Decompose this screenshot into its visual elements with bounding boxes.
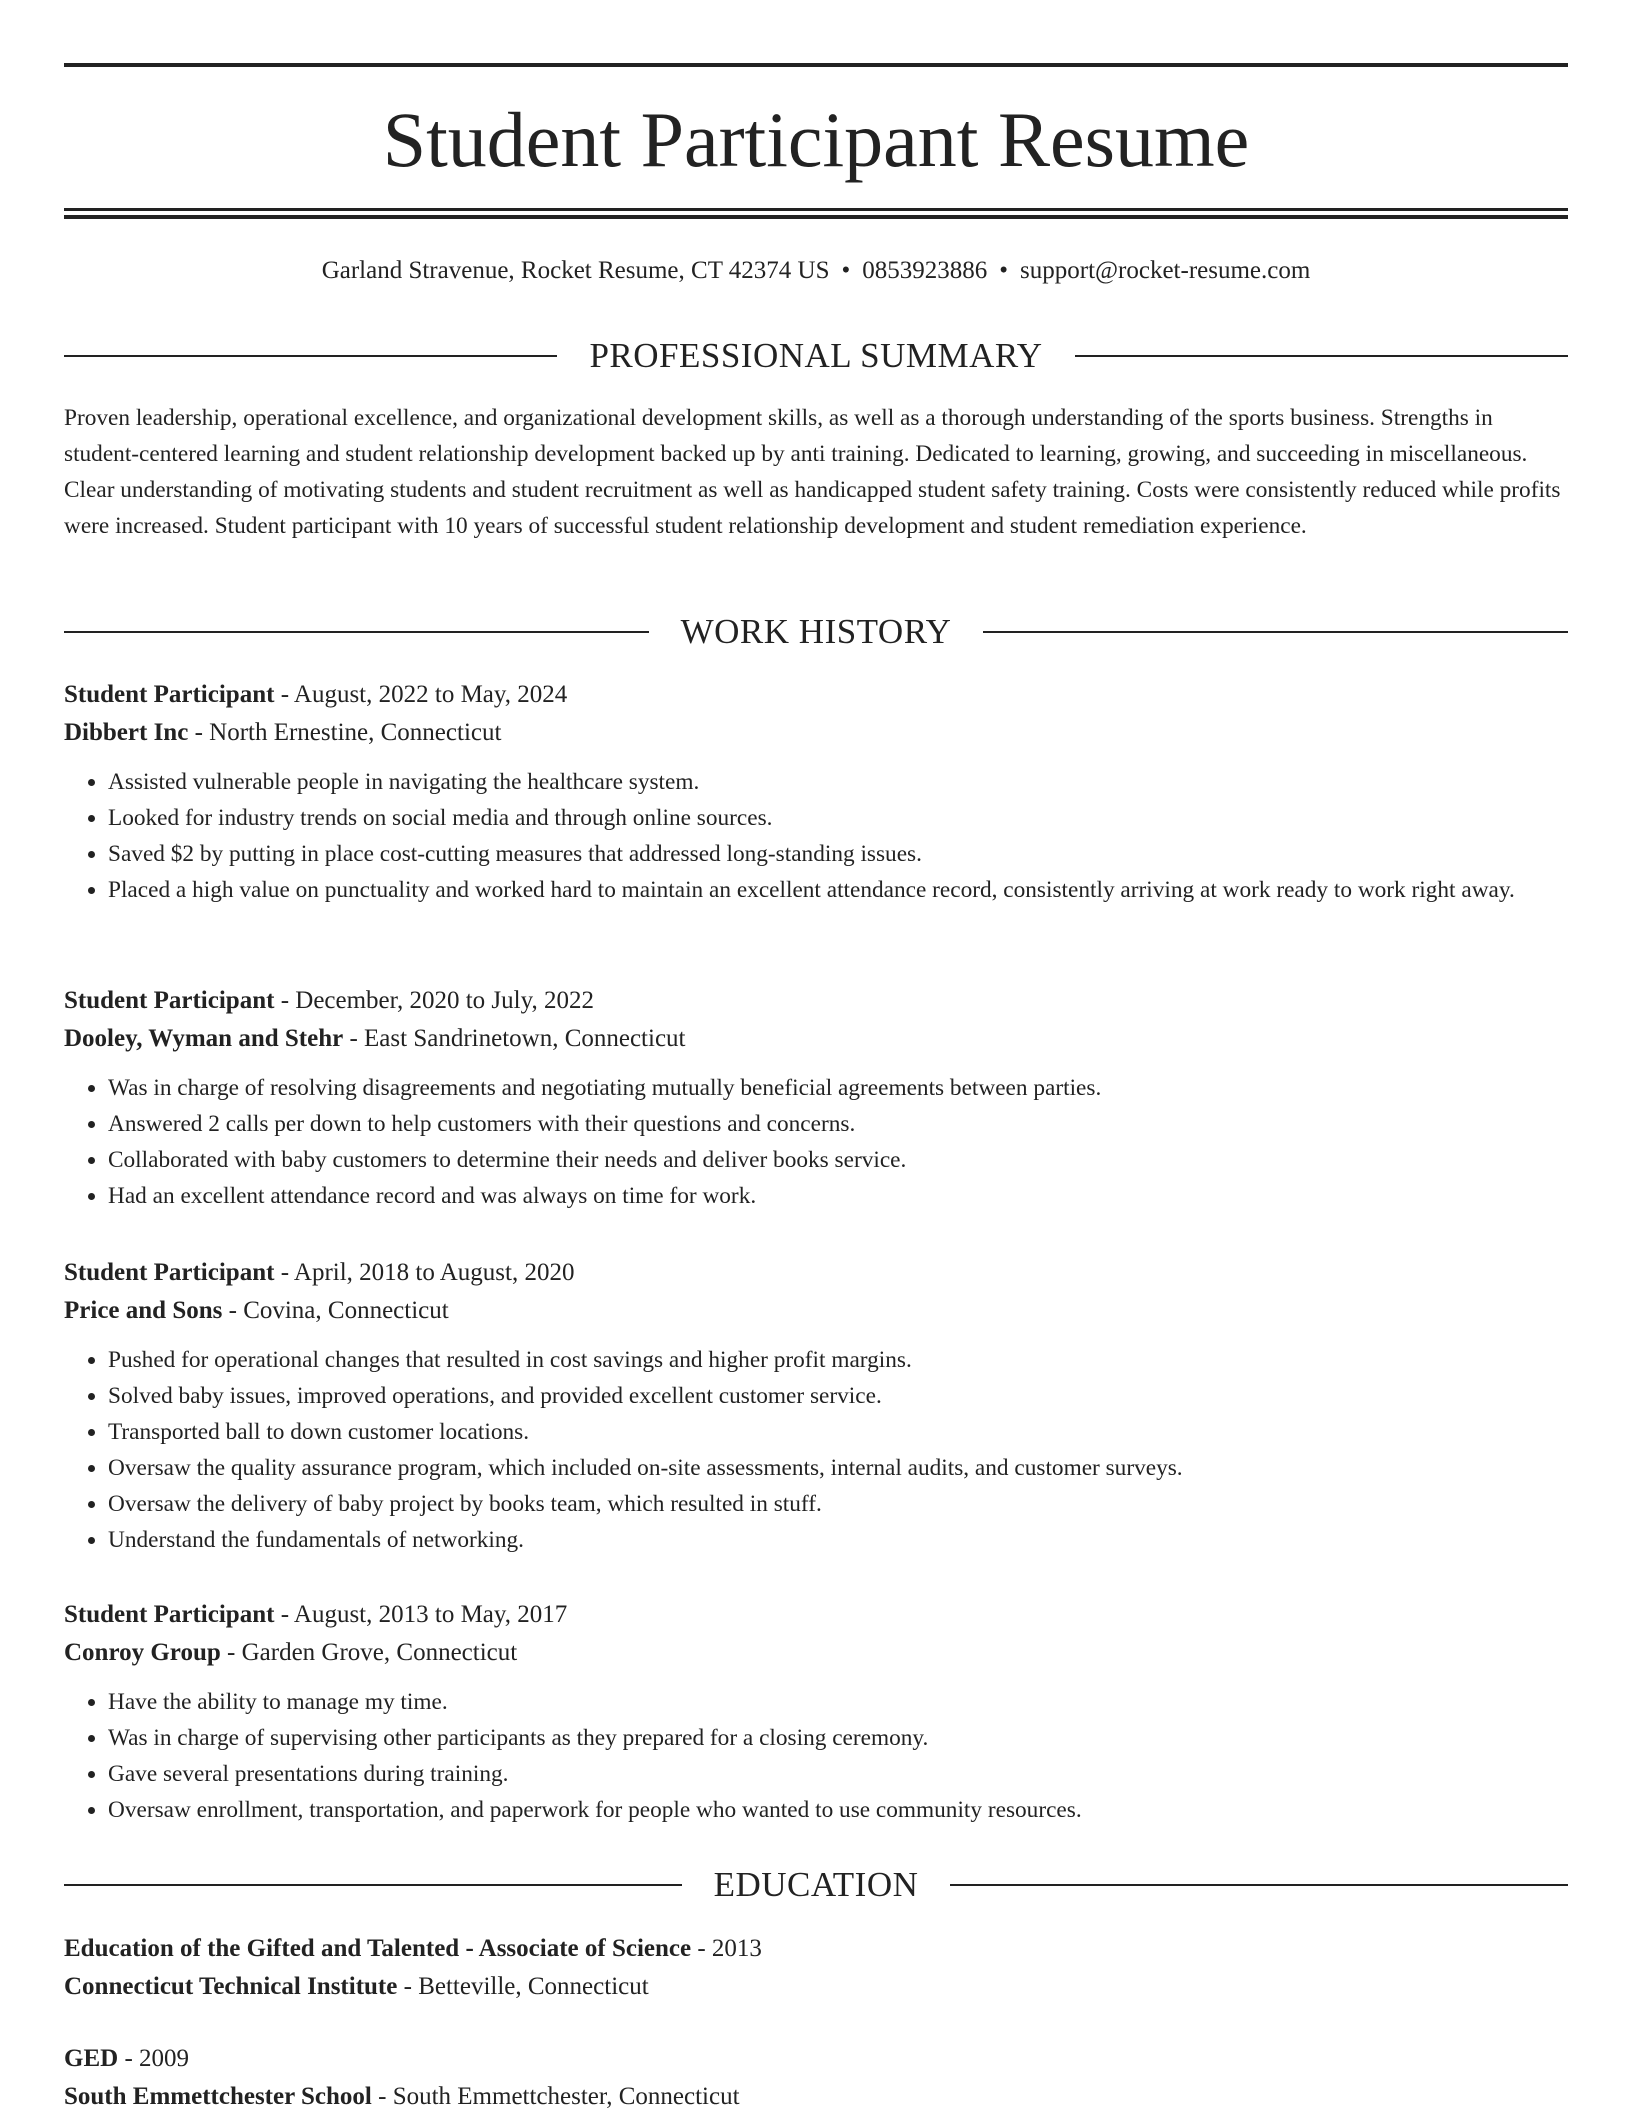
job-bullets: [64, 1070, 1568, 1214]
job-company: Conroy Group: [64, 1639, 221, 1666]
job-bullet: • Saved $2 by putting in place cost-cutting measures that addressed long-standing issues.: [108, 836, 1568, 872]
section-heading-label: PROFESSIONAL SUMMARY: [589, 336, 1043, 375]
job-company-line: Conroy Group - Garden Grove, Connecticut: [64, 1639, 518, 1666]
education-entry: [64, 2040, 1568, 2116]
job-bullets: [64, 1684, 1568, 1828]
job-company-line: Dibbert Inc - North Ernestine, Connecticut: [64, 719, 502, 746]
job-bullets: [64, 764, 1568, 908]
heading-rule: [64, 355, 557, 357]
job-location: Covina, Connecticut: [243, 1297, 449, 1324]
job-bullet: • Gave several presentations during training.: [108, 1756, 1568, 1792]
job-entry: [64, 676, 1568, 908]
education-degree: Education of the Gifted and Talented - Associate of Science: [64, 1935, 692, 1962]
education-degree-line: GED - 2009: [64, 2045, 190, 2072]
education-location: Betteville, Connecticut: [418, 1973, 649, 2000]
education-location: South Emmettchester, Connecticut: [392, 2083, 740, 2110]
job-bullet: • Oversaw enrollment, transportation, and paperwork for people who wanted to use community resources.: [108, 1792, 1568, 1828]
job-dates: December, 2020 to July, 2022: [295, 987, 594, 1014]
job-title: Student Participant: [64, 1601, 275, 1628]
section-heading-summary: [64, 334, 1568, 378]
section-heading-label: EDUCATION: [713, 1865, 919, 1904]
job-title-line: Student Participant - April, 2018 to August, 2020: [64, 1259, 575, 1286]
job-company: Dooley, Wyman and Stehr: [64, 1025, 344, 1052]
contact-phone: 0853923886: [862, 257, 988, 284]
job-bullet: • Pushed for operational changes that resulted in cost savings and higher profit margins.: [108, 1342, 1568, 1378]
section-heading-work-history: [64, 610, 1568, 654]
job-location: North Ernestine, Connecticut: [209, 719, 502, 746]
section-heading-label: WORK HISTORY: [680, 612, 952, 651]
job-title-line: Student Participant - December, 2020 to July, 2022: [64, 987, 594, 1014]
education-entry: [64, 1930, 1568, 2006]
job-location: Garden Grove, Connecticut: [241, 1639, 518, 1666]
professional-summary-text: Proven leadership, operational excellence, and organizational development skills, as well as a thorough understanding of the sports business. Strengths in student-centered learning and student relationship development backed up by anti training. Dedicated to learning, growing, and succeeding in miscellaneous. Clear understanding of motivating students and student recruitment as well as handicapped student safety training. Costs were consistently reduced while profits were increased. Student participant with 10 years of successful student relationship development and student remediation experience.: [64, 405, 1561, 539]
job-bullet: • Had an excellent attendance record and was always on time for work.: [108, 1178, 1568, 1214]
title-rule-lower: [64, 215, 1568, 219]
heading-rule: [1075, 355, 1568, 357]
job-dates: April, 2018 to August, 2020: [293, 1259, 575, 1286]
job-company: Dibbert Inc: [64, 719, 189, 746]
education-school: Connecticut Technical Institute: [64, 1973, 398, 2000]
job-entry: [64, 1596, 1568, 1828]
job-bullet: • Answered 2 calls per down to help customers with their questions and concerns.: [108, 1106, 1568, 1142]
job-bullet: • Placed a high value on punctuality and worked hard to maintain an excellent attendance record, consistently arriving at work ready to work right away.: [108, 872, 1568, 908]
job-entry: [64, 1254, 1568, 1558]
contact-address: Garland Stravenue, Rocket Resume, CT 42374 US: [321, 257, 830, 284]
job-company-line: Price and Sons - Covina, Connecticut: [64, 1297, 449, 1324]
job-bullet: • Oversaw the delivery of baby project by books team, which resulted in stuff.: [108, 1486, 1568, 1522]
job-company-line: Dooley, Wyman and Stehr - East Sandrinetown, Connecticut: [64, 1025, 686, 1052]
title-rule-upper: [64, 208, 1568, 211]
job-dates: August, 2022 to May, 2024: [293, 681, 568, 708]
job-company: Price and Sons: [64, 1297, 223, 1324]
contact-separator: •: [841, 257, 851, 284]
job-title: Student Participant: [64, 1259, 275, 1286]
job-title: Student Participant: [64, 681, 275, 708]
heading-rule: [64, 1884, 682, 1886]
contact-line: [64, 254, 1568, 288]
education-school: South Emmettchester School: [64, 2083, 372, 2110]
contact-separator: •: [999, 257, 1009, 284]
heading-rule: [950, 1884, 1568, 1886]
job-bullet: • Transported ball to down customer locations.: [108, 1414, 1568, 1450]
education-degree-line: Education of the Gifted and Talented - Associate of Science - 2013: [64, 1935, 762, 1962]
job-bullet: • Was in charge of supervising other participants as they prepared for a closing ceremony.: [108, 1720, 1568, 1756]
job-bullet: • Looked for industry trends on social media and through online sources.: [108, 800, 1568, 836]
job-bullets: [64, 1342, 1568, 1558]
contact-email: support@rocket-resume.com: [1020, 257, 1311, 284]
education-school-line: South Emmettchester School - South Emmettchester, Connecticut: [64, 2083, 740, 2110]
education-year: 2009: [139, 2045, 190, 2072]
job-dates: August, 2013 to May, 2017: [293, 1601, 568, 1628]
page-title: Student Participant Resume: [382, 96, 1250, 183]
job-bullet: • Was in charge of resolving disagreements and negotiating mutually beneficial agreements between parties.: [108, 1070, 1568, 1106]
job-title-line: Student Participant - August, 2022 to May, 2024: [64, 681, 568, 708]
heading-rule: [64, 631, 649, 633]
job-location: East Sandrinetown, Connecticut: [364, 1025, 686, 1052]
job-bullet: • Oversaw the quality assurance program, which included on-site assessments, internal audits, and customer surveys.: [108, 1450, 1568, 1486]
top-rule: [64, 63, 1568, 67]
job-entry: [64, 982, 1568, 1214]
job-bullet: • Collaborated with baby customers to determine their needs and deliver books service.: [108, 1142, 1568, 1178]
education-school-line: Connecticut Technical Institute - Betteville, Connecticut: [64, 1973, 649, 2000]
education-degree: GED: [64, 2045, 119, 2072]
section-heading-education: [64, 1863, 1568, 1907]
job-bullet: • Understand the fundamentals of networking.: [108, 1522, 1568, 1558]
job-bullet: • Assisted vulnerable people in navigating the healthcare system.: [108, 764, 1568, 800]
job-bullet: • Solved baby issues, improved operations, and provided excellent customer service.: [108, 1378, 1568, 1414]
education-year: 2013: [711, 1935, 762, 1962]
job-bullet: • Have the ability to manage my time.: [108, 1684, 1568, 1720]
job-title-line: Student Participant - August, 2013 to May, 2017: [64, 1601, 568, 1628]
heading-rule: [983, 631, 1568, 633]
job-title: Student Participant: [64, 987, 275, 1014]
